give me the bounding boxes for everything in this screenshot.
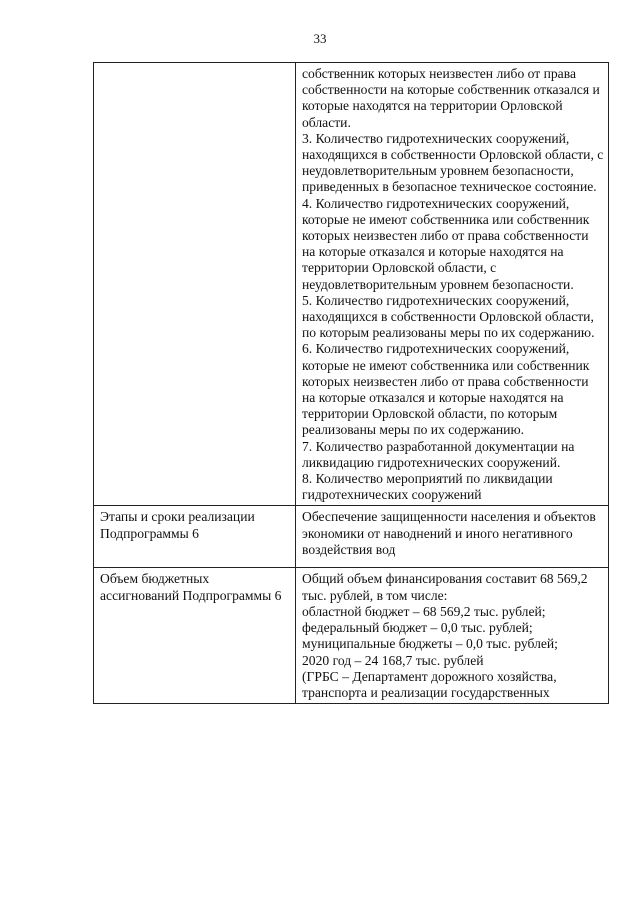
list-item: 4. Количество гидротехнических сооружений, которые не имеют собственника или собственник которых неизвестен либо от права собственности на которые отказался и которые находятся на территории Орловской области, с неудовлетворительным уровнем безопасности. [302,195,590,292]
table-row-stages [94,506,609,568]
table-row-budget [94,568,609,704]
passport-table [93,62,609,704]
page-number: 33 [313,31,327,46]
row-label: Этапы и сроки реализации Подпрограммы 6 [94,506,296,568]
list-item: 5. Количество гидротехнических сооружений, находящихся в собственности Орловской области, по которым реализованы меры по их содержанию. [302,292,595,341]
list-item: 8. Количество мероприятий по ликвидации гидротехнических сооружений [302,471,553,503]
row-label [94,63,296,506]
row-content [296,568,609,704]
list-item: 7. Количество разработанной документации на ликвидацию гидротехнических сооружений. [302,438,575,470]
list-item: 2020 год – 24 168,7 тыс. рублей [302,652,484,668]
list-item: муниципальные бюджеты – 0,0 тыс. рублей; [302,636,558,652]
row-content [296,506,609,568]
list-item: 6. Количество гидротехнических сооружений, которые не имеют собственника или собственник которых неизвестен либо от права собственности на которые отказался и которые находятся на территории Орловской области, по которым реализованы меры по их содержанию. [302,341,590,438]
list-item: собственник которых неизвестен либо от права собственности на которые собственник отказался и которые находятся на территории Орловской области. [302,66,600,130]
list-item: областной бюджет – 68 569,2 тыс. рублей; [302,603,546,619]
list-item: Обеспечение защищенности населения и объектов экономики от наводнений и иного негативного воздействия вод [302,509,596,557]
row-content [296,63,609,506]
list-item: Общий объем финансирования составит 68 569,2 тыс. рублей, в том числе: [302,571,588,603]
table-row-indicators [94,63,609,506]
list-item: федеральный бюджет – 0,0 тыс. рублей; [302,620,533,636]
list-item: 3. Количество гидротехнических сооружений, находящихся в собственности Орловской области, с неудовлетворительным уровнем безопасности, приведенных в безопасное техническое состояние. [302,130,604,195]
row-label: Объем бюджетных ассигнований Подпрограммы 6 [94,568,296,704]
list-item: (ГРБС – Департамент дорожного хозяйства, транспорта и реализации государственных [302,668,557,700]
